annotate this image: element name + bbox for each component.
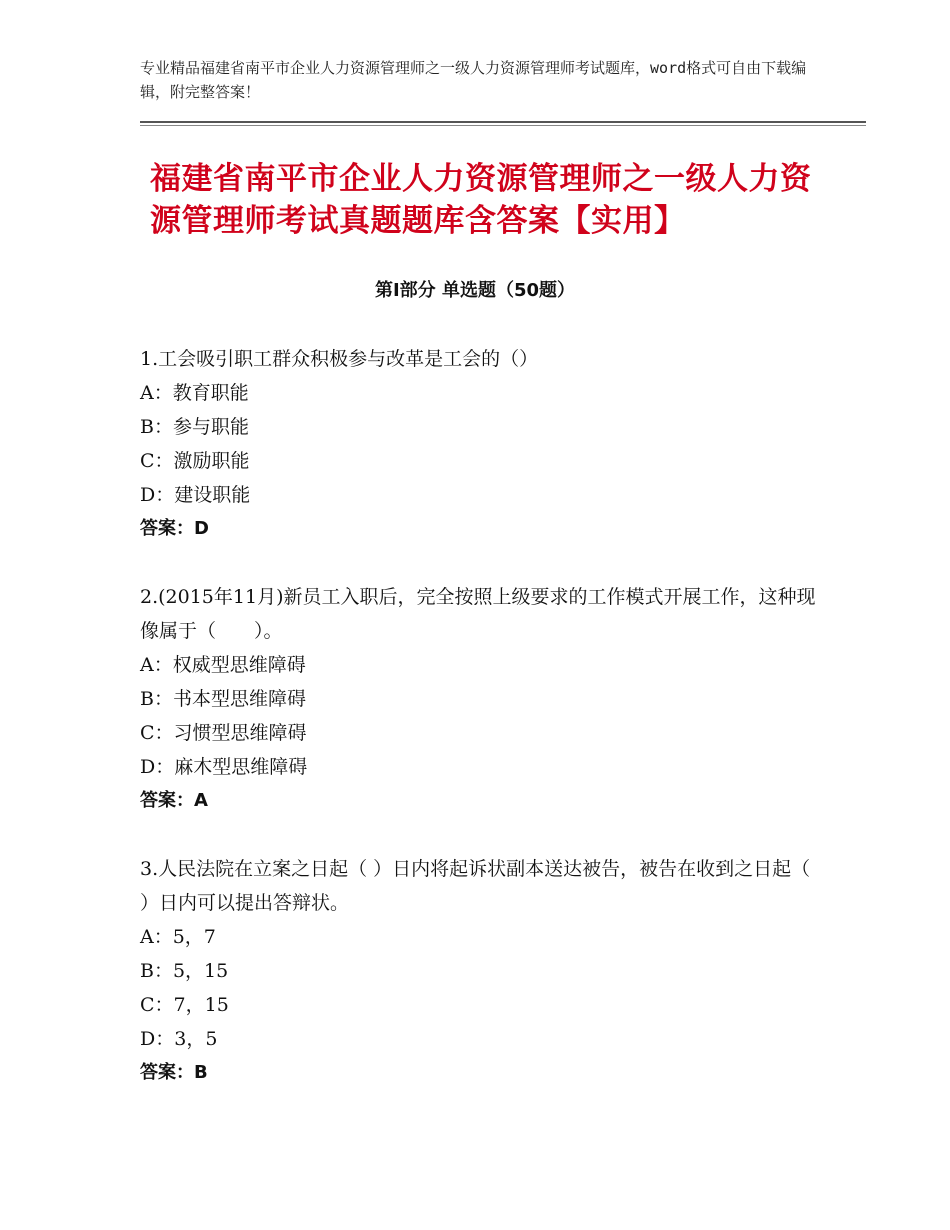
option-b: B：参与职能 <box>140 416 249 438</box>
question-list <box>140 342 820 1124</box>
question-1 <box>140 342 820 546</box>
option-a: A：5，7 <box>140 926 216 948</box>
header-note: 专业精品福建省南平市企业人力资源管理师之一级人力资源管理师考试题库，word格式可自由下载编辑，附完整答案！ <box>140 59 807 101</box>
option-b: B：5，15 <box>140 960 229 982</box>
option-c: C：激励职能 <box>140 450 250 472</box>
option-c: C：习惯型思维障碍 <box>140 722 307 744</box>
question-stem: 1.工会吸引职工群众积极参与改革是工会的（） <box>140 348 539 370</box>
option-a: A：权威型思维障碍 <box>140 654 306 676</box>
option-b: B：书本型思维障碍 <box>140 688 306 710</box>
header-divider-thick <box>140 121 866 123</box>
option-d: D：3，5 <box>140 1028 218 1050</box>
option-d: D：麻木型思维障碍 <box>140 756 308 778</box>
option-d: D：建设职能 <box>140 484 251 506</box>
option-a: A：教育职能 <box>140 382 249 404</box>
question-stem: 3.人民法院在立案之日起（ ）日内将起诉状副本送达被告，被告在收到之日起（ ）日内可以提出答辩状。 <box>140 858 811 914</box>
question-3 <box>140 852 820 1090</box>
document-title: 福建省南平市企业人力资源管理师之一级人力资源管理师考试真题题库含答案【实用】 <box>150 161 812 239</box>
answer-label: 答案：A <box>140 790 208 811</box>
question-stem: 2.(2015年11月)新员工入职后，完全按照上级要求的工作模式开展工作，这种现像属于（ ）。 <box>140 586 816 642</box>
question-2 <box>140 580 820 818</box>
header-divider-thin <box>140 125 866 126</box>
option-c: C：7，15 <box>140 994 229 1016</box>
answer-label: 答案：B <box>140 1062 208 1083</box>
answer-label: 答案：D <box>140 518 209 539</box>
section-heading: 第Ⅰ部分 单选题（50题） <box>374 280 575 301</box>
